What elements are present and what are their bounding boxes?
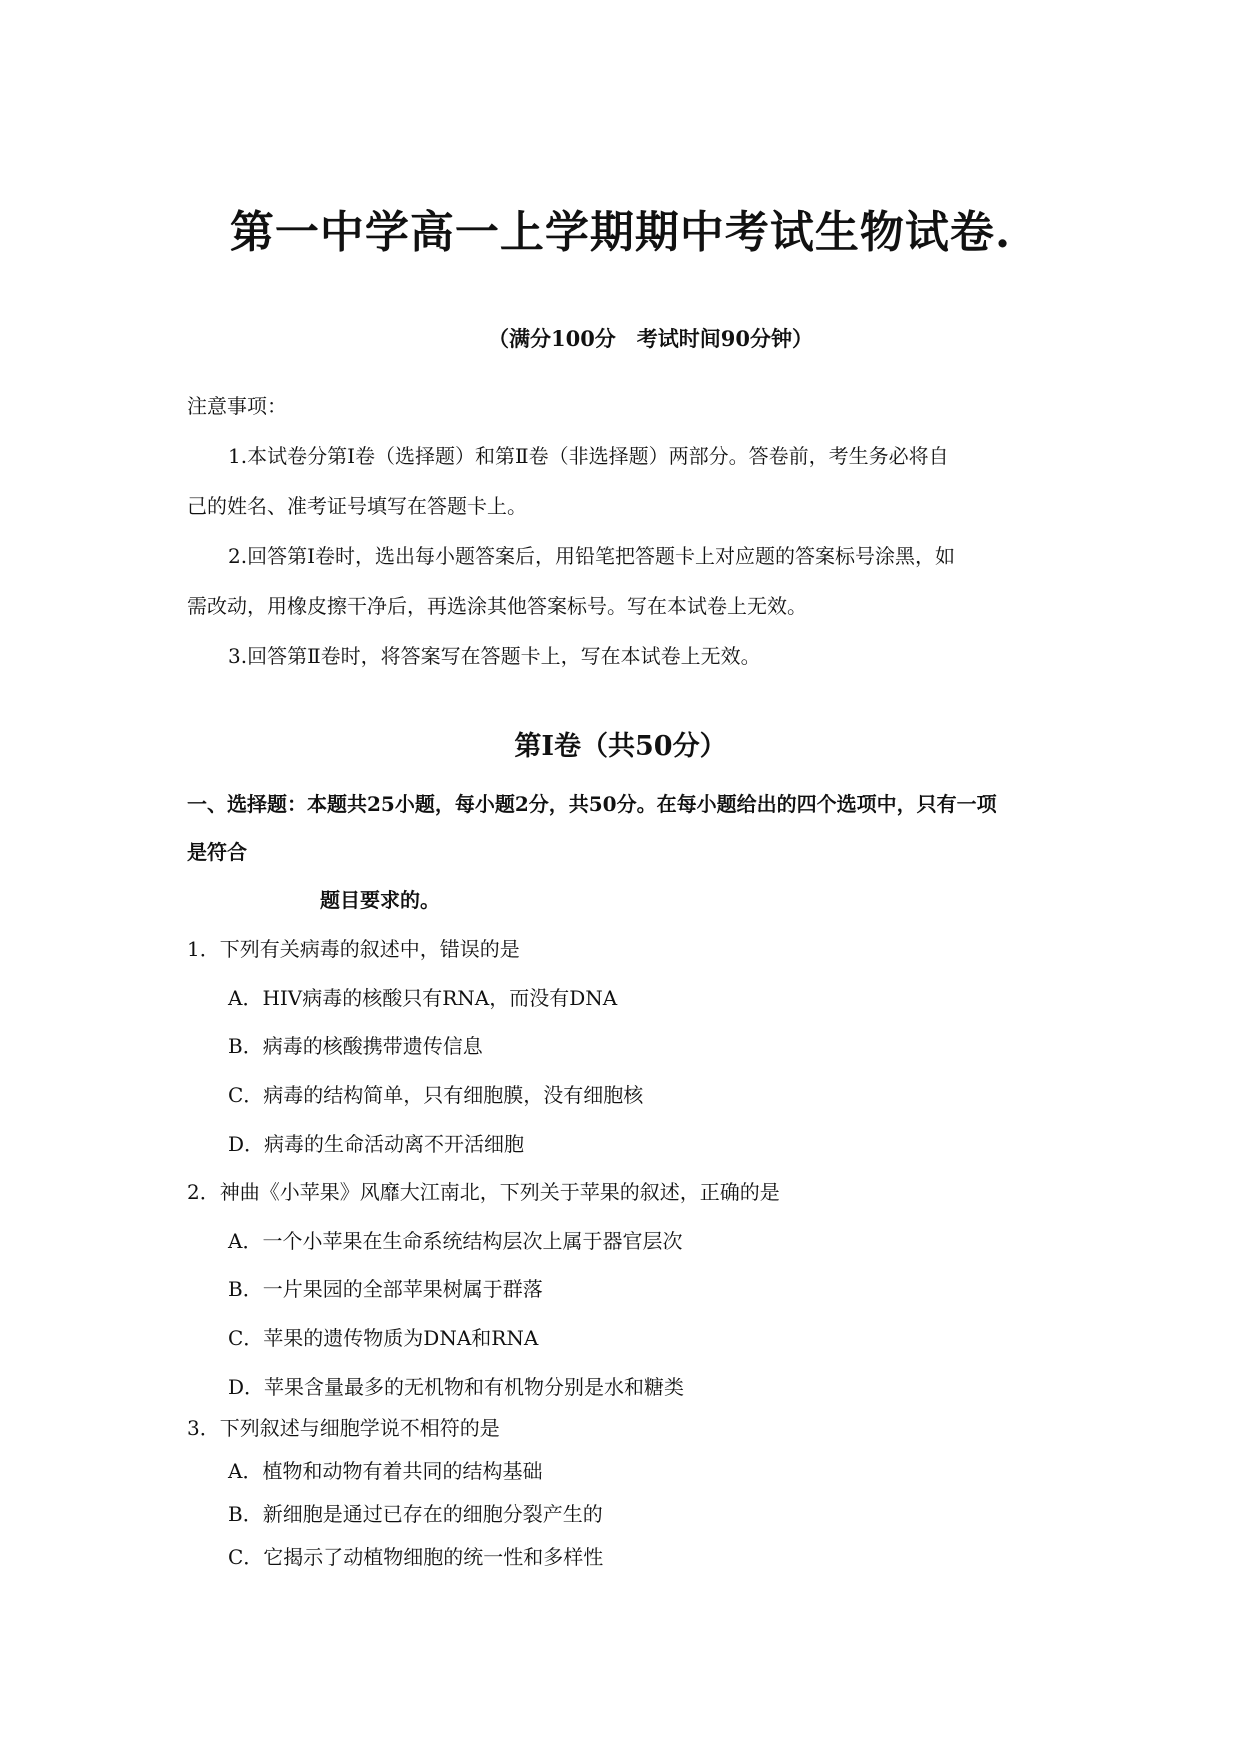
question-1-option-b: B．病毒的核酸携带遗传信息 (228, 1034, 483, 1058)
question-2-stem: 2．神曲《小苹果》风靡大江南北，下列关于苹果的叙述，正确的是 (187, 1180, 780, 1204)
question-2-option-b: B．一片果园的全部苹果树属于群落 (228, 1277, 543, 1301)
notice-item-3: 3.回答第Ⅱ卷时，将答案写在答题卡上，写在本试卷上无效。 (228, 644, 761, 668)
question-2-option-a: A．一个小苹果在生命系统结构层次上属于器官层次 (228, 1229, 683, 1253)
notice-heading: 注意事项： (187, 394, 287, 418)
question-3-option-c: C．它揭示了动植物细胞的统一性和多样性 (228, 1545, 604, 1569)
question-3-option-a: A．植物和动物有着共同的结构基础 (228, 1459, 543, 1483)
question-1-option-a: A．HIV病毒的核酸只有RNA，而没有DNA (228, 986, 618, 1010)
instructions-line-3: 题目要求的。 (320, 888, 440, 912)
exam-subtitle: （满分100分 考试时间90分钟） (487, 326, 814, 351)
instructions-line-1: 一、选择题：本题共25小题，每小题2分，共50分。在每小题给出的四个选项中，只有一项 (187, 792, 997, 816)
exam-title: 第一中学高一上学期期中考试生物试卷. (229, 207, 1012, 258)
notice-item-1-line-2: 己的姓名、准考证号填写在答题卡上。 (187, 494, 527, 518)
section-title: 第Ⅰ卷（共50分） (514, 731, 727, 762)
question-1-stem: 1．下列有关病毒的叙述中，错误的是 (187, 937, 520, 961)
notice-item-1-line-1: 1.本试卷分第Ⅰ卷（选择题）和第Ⅱ卷（非选择题）两部分。答卷前，考生务必将自 (228, 444, 949, 468)
question-3-stem: 3．下列叙述与细胞学说不相符的是 (187, 1416, 500, 1440)
question-2-option-d: D．苹果含量最多的无机物和有机物分别是水和糖类 (228, 1375, 685, 1399)
question-1-option-d: D．病毒的生命活动离不开活细胞 (228, 1132, 525, 1156)
instructions-line-2: 是符合 (187, 840, 247, 864)
notice-item-2-line-1: 2.回答第Ⅰ卷时，选出每小题答案后，用铅笔把答题卡上对应题的答案标号涂黑，如 (228, 544, 955, 568)
question-2-option-c: C．苹果的遗传物质为DNA和RNA (228, 1326, 539, 1350)
question-1-option-c: C．病毒的结构简单，只有细胞膜，没有细胞核 (228, 1083, 644, 1107)
notice-item-2-line-2: 需改动，用橡皮擦干净后，再选涂其他答案标号。写在本试卷上无效。 (187, 594, 807, 618)
question-3-option-b: B．新细胞是通过已存在的细胞分裂产生的 (228, 1502, 603, 1526)
